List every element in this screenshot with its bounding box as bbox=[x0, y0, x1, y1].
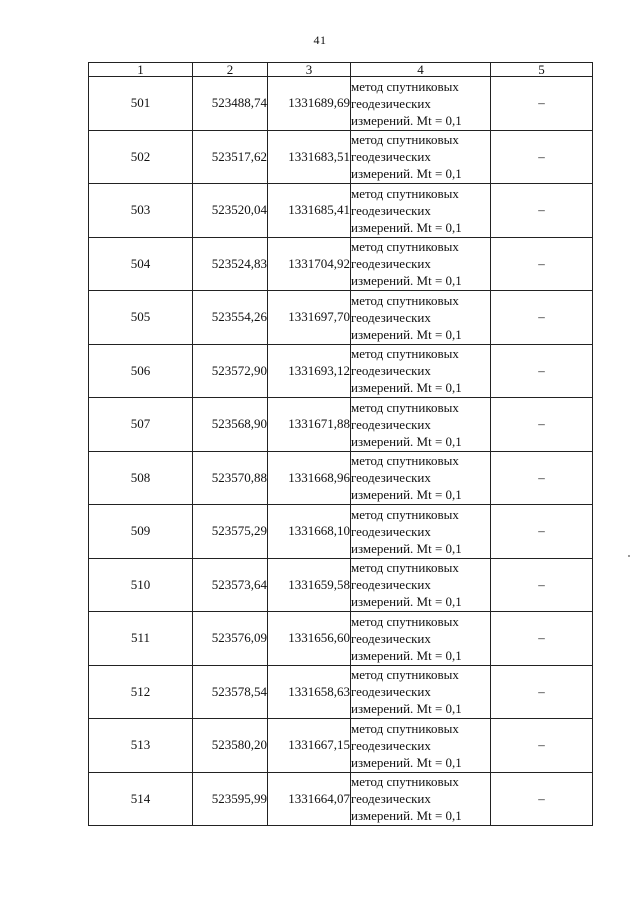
method-line: метод спутниковых bbox=[351, 453, 459, 469]
point-number-cell: 514 bbox=[89, 772, 193, 826]
method-line: геодезических bbox=[351, 523, 431, 539]
note-cell: – bbox=[491, 77, 593, 131]
point-number-cell: 510 bbox=[89, 558, 193, 612]
point-number-cell: 505 bbox=[89, 291, 193, 345]
x-coordinate-cell: 523524,83 bbox=[193, 237, 268, 291]
method-line: измерений. Mt = 0,1 bbox=[351, 487, 462, 503]
method-line: измерений. Mt = 0,1 bbox=[351, 594, 462, 610]
page-number: 41 bbox=[313, 33, 327, 47]
method-line: измерений. Mt = 0,1 bbox=[351, 647, 462, 663]
point-number-cell: 506 bbox=[89, 344, 193, 398]
x-coordinate-cell: 523554,26 bbox=[193, 291, 268, 345]
method-line: геодезических bbox=[351, 630, 431, 646]
method-line: измерений. Mt = 0,1 bbox=[351, 701, 462, 717]
method-cell bbox=[351, 77, 491, 131]
method-line: геодезических bbox=[351, 791, 431, 807]
y-coordinate-cell: 1331659,58 bbox=[268, 558, 351, 612]
method-line: измерений. Mt = 0,1 bbox=[351, 380, 462, 396]
note-cell: – bbox=[491, 344, 593, 398]
note-cell: – bbox=[491, 130, 593, 184]
method-line: геодезических bbox=[351, 149, 431, 165]
method-cell bbox=[351, 344, 491, 398]
method-line: измерений. Mt = 0,1 bbox=[351, 112, 462, 128]
method-line: метод спутниковых bbox=[351, 613, 459, 629]
y-coordinate-cell: 1331664,07 bbox=[268, 772, 351, 826]
method-line: измерений. Mt = 0,1 bbox=[351, 540, 462, 556]
method-line: метод спутниковых bbox=[351, 667, 459, 683]
y-coordinate-cell: 1331671,88 bbox=[268, 398, 351, 452]
method-cell bbox=[351, 612, 491, 666]
column-header-1: 1 bbox=[89, 63, 193, 77]
method-cell bbox=[351, 130, 491, 184]
method-line: измерений. Mt = 0,1 bbox=[351, 808, 462, 824]
column-header-2: 2 bbox=[193, 63, 268, 77]
x-coordinate-cell: 523568,90 bbox=[193, 398, 268, 452]
method-line: измерений. Mt = 0,1 bbox=[351, 273, 462, 289]
point-number-cell: 511 bbox=[89, 612, 193, 666]
y-coordinate-cell: 1331693,12 bbox=[268, 344, 351, 398]
table-row bbox=[89, 398, 593, 452]
y-coordinate-cell: 1331685,41 bbox=[268, 184, 351, 238]
x-coordinate-cell: 523572,90 bbox=[193, 344, 268, 398]
note-cell: – bbox=[491, 558, 593, 612]
y-coordinate-cell: 1331689,69 bbox=[268, 77, 351, 131]
method-cell bbox=[351, 772, 491, 826]
table-row bbox=[89, 612, 593, 666]
method-line: метод спутниковых bbox=[351, 774, 459, 790]
note-cell: – bbox=[491, 612, 593, 666]
table-body bbox=[89, 77, 593, 826]
x-coordinate-cell: 523580,20 bbox=[193, 719, 268, 773]
method-line: геодезических bbox=[351, 416, 431, 432]
x-coordinate-cell: 523573,64 bbox=[193, 558, 268, 612]
note-cell: – bbox=[491, 184, 593, 238]
note-cell: – bbox=[491, 237, 593, 291]
y-coordinate-cell: 1331658,63 bbox=[268, 665, 351, 719]
y-coordinate-cell: 1331656,60 bbox=[268, 612, 351, 666]
y-coordinate-cell: 1331668,96 bbox=[268, 451, 351, 505]
table-row bbox=[89, 719, 593, 773]
method-line: геодезических bbox=[351, 470, 431, 486]
y-coordinate-cell: 1331683,51 bbox=[268, 130, 351, 184]
method-line: геодезических bbox=[351, 577, 431, 593]
method-line: измерений. Mt = 0,1 bbox=[351, 754, 462, 770]
table-row bbox=[89, 558, 593, 612]
table-row bbox=[89, 77, 593, 131]
margin-speck bbox=[628, 555, 630, 557]
method-cell bbox=[351, 291, 491, 345]
method-line: геодезических bbox=[351, 202, 431, 218]
x-coordinate-cell: 523595,99 bbox=[193, 772, 268, 826]
point-number-cell: 508 bbox=[89, 451, 193, 505]
note-cell: – bbox=[491, 291, 593, 345]
note-cell: – bbox=[491, 719, 593, 773]
point-number-cell: 512 bbox=[89, 665, 193, 719]
table-row bbox=[89, 291, 593, 345]
method-line: метод спутниковых bbox=[351, 346, 459, 362]
method-cell bbox=[351, 558, 491, 612]
method-cell bbox=[351, 237, 491, 291]
method-cell bbox=[351, 505, 491, 559]
method-line: геодезических bbox=[351, 256, 431, 272]
method-line: измерений. Mt = 0,1 bbox=[351, 166, 462, 182]
note-cell: – bbox=[491, 505, 593, 559]
note-cell: – bbox=[491, 398, 593, 452]
method-line: метод спутниковых bbox=[351, 506, 459, 522]
method-line: метод спутниковых bbox=[351, 720, 459, 736]
method-line: геодезических bbox=[351, 363, 431, 379]
method-cell bbox=[351, 665, 491, 719]
method-line: метод спутниковых bbox=[351, 292, 459, 308]
method-line: метод спутниковых bbox=[351, 560, 459, 576]
column-header-5: 5 bbox=[491, 63, 593, 77]
x-coordinate-cell: 523488,74 bbox=[193, 77, 268, 131]
method-line: метод спутниковых bbox=[351, 399, 459, 415]
method-cell bbox=[351, 719, 491, 773]
note-cell: – bbox=[491, 772, 593, 826]
method-line: геодезических bbox=[351, 737, 431, 753]
table-row bbox=[89, 451, 593, 505]
note-cell: – bbox=[491, 451, 593, 505]
table-row bbox=[89, 772, 593, 826]
point-number-cell: 507 bbox=[89, 398, 193, 452]
column-header-3: 3 bbox=[268, 63, 351, 77]
point-number-cell: 513 bbox=[89, 719, 193, 773]
x-coordinate-cell: 523570,88 bbox=[193, 451, 268, 505]
method-line: метод спутниковых bbox=[351, 78, 459, 94]
method-line: геодезических bbox=[351, 684, 431, 700]
table-row bbox=[89, 665, 593, 719]
table-row bbox=[89, 505, 593, 559]
method-line: измерений. Mt = 0,1 bbox=[351, 326, 462, 342]
x-coordinate-cell: 523578,54 bbox=[193, 665, 268, 719]
point-number-cell: 504 bbox=[89, 237, 193, 291]
coordinates-table bbox=[88, 62, 593, 826]
note-cell: – bbox=[491, 665, 593, 719]
y-coordinate-cell: 1331668,10 bbox=[268, 505, 351, 559]
method-cell bbox=[351, 451, 491, 505]
method-line: метод спутниковых bbox=[351, 239, 459, 255]
method-line: геодезических bbox=[351, 309, 431, 325]
y-coordinate-cell: 1331697,70 bbox=[268, 291, 351, 345]
method-line: метод спутниковых bbox=[351, 185, 459, 201]
method-line: измерений. Mt = 0,1 bbox=[351, 219, 462, 235]
y-coordinate-cell: 1331704,92 bbox=[268, 237, 351, 291]
x-coordinate-cell: 523517,62 bbox=[193, 130, 268, 184]
method-cell bbox=[351, 184, 491, 238]
point-number-cell: 502 bbox=[89, 130, 193, 184]
y-coordinate-cell: 1331667,15 bbox=[268, 719, 351, 773]
x-coordinate-cell: 523576,09 bbox=[193, 612, 268, 666]
column-header-4: 4 bbox=[351, 63, 491, 77]
method-line: измерений. Mt = 0,1 bbox=[351, 433, 462, 449]
x-coordinate-cell: 523575,29 bbox=[193, 505, 268, 559]
table-row bbox=[89, 237, 593, 291]
x-coordinate-cell: 523520,04 bbox=[193, 184, 268, 238]
method-cell bbox=[351, 398, 491, 452]
point-number-cell: 501 bbox=[89, 77, 193, 131]
table-row bbox=[89, 184, 593, 238]
table-row bbox=[89, 130, 593, 184]
method-line: геодезических bbox=[351, 95, 431, 111]
method-line: метод спутниковых bbox=[351, 132, 459, 148]
table-row bbox=[89, 344, 593, 398]
table-header-row bbox=[89, 63, 593, 77]
point-number-cell: 503 bbox=[89, 184, 193, 238]
point-number-cell: 509 bbox=[89, 505, 193, 559]
